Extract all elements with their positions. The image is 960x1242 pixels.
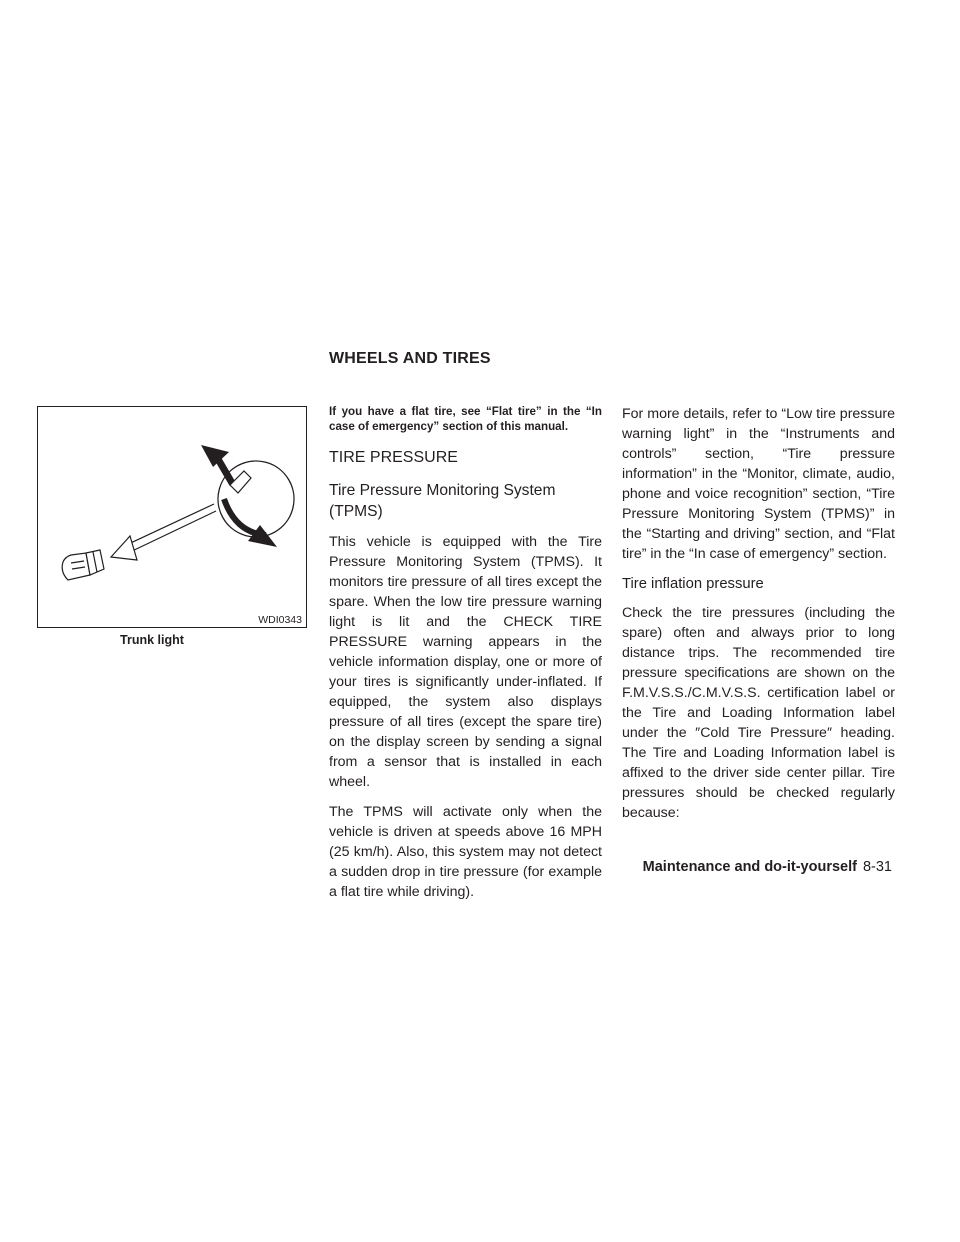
tpms-paragraph-1: This vehicle is equipped with the Tire Pressure Monitoring System (TPMS). It monitors tire pressure of all tires except the spare. When the low tire pressure warning light is lit and the CHECK TIRE PRESSURE warning appears in the vehicle information display, one or more of your tires is significantly under-inflated. If equipped, the system also displays pressure of all tires (except the spare tire) on the display screen by sending a signal from a sensor that is installed in each wheel.	[329, 534, 602, 790]
section-title: WHEELS AND TIRES	[329, 350, 491, 367]
flat-tire-note: If you have a flat tire, see “Flat tire” in the “In case of emergency” section of this manual.	[329, 405, 602, 433]
trunk-light-illustration	[38, 407, 308, 629]
tire-inflation-paragraph: Check the tire pressures (including the spare) often and always prior to long distance trips. The recommended tire pressure specifications are shown on the F.M.V.S.S./C.M.V.S.S. certification label or the Tire and Loading Information label under the ″Cold Tire Pressure″ heading. The Tire and Loading Information label is affixed to the driver side center pillar. Tire pressures should be checked regularly because:	[622, 605, 895, 821]
trunk-light-figure	[37, 406, 307, 628]
more-details-paragraph: For more details, refer to “Low tire pressure warning light” in the “Instruments and controls” section, “Tire pressure information” in the “Monitor, climate, audio, phone and voice recognition” section, “Tire Pressure Monitoring System (TPMS)” in the “Starting and driving” section, and “Flat tire” in the “In case of emergency” section.	[622, 406, 895, 562]
tpms-subheading: Tire Pressure Monitoring System (TPMS)	[329, 482, 556, 520]
text-column-2	[622, 404, 895, 833]
page-number: 8-31	[862, 859, 892, 875]
figure-code: WDI0343	[258, 614, 302, 626]
text-column-1	[329, 404, 602, 912]
page-footer	[643, 859, 892, 875]
footer-section-title: Maintenance and do-it-yourself	[642, 859, 857, 875]
tire-pressure-heading: TIRE PRESSURE	[329, 449, 458, 466]
figure-caption: Trunk light	[120, 633, 184, 647]
tpms-paragraph-2: The TPMS will activate only when the vehicle is driven at speeds above 16 MPH (25 km/h). Also, this system may not detect a sudden drop in tire pressure (for example a flat tire while driving).	[329, 804, 602, 900]
tire-inflation-subheading: Tire inflation pressure	[622, 576, 764, 592]
